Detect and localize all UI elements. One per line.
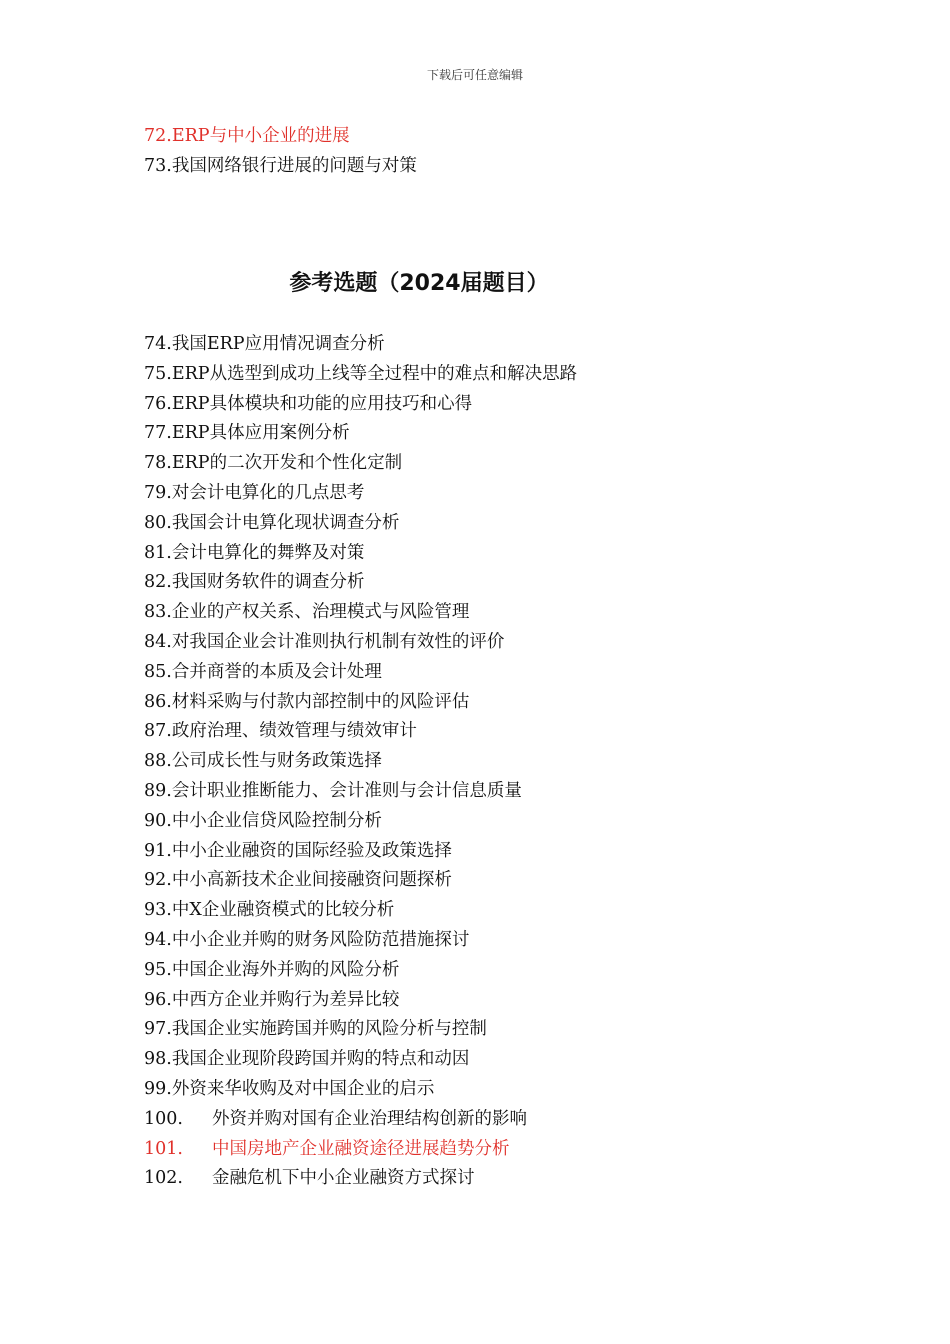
topic-title: 合并商誉的本质及会计处理	[171, 661, 382, 682]
topic-number: 78.	[144, 453, 172, 474]
topic-number: 99.	[144, 1078, 172, 1099]
topic-title: ERP从选型到成功上线等全过程中的难点和解决思路	[171, 363, 578, 384]
topic-list-top	[144, 122, 417, 182]
topic-item	[144, 956, 577, 986]
topic-list-main	[144, 330, 577, 1194]
topic-item	[144, 449, 577, 479]
topic-number: 87.	[144, 721, 172, 742]
topic-title: 中小高新技术企业间接融资问题探析	[171, 870, 452, 891]
topic-title: 企业的产权关系、治理模式与风险管理	[171, 602, 470, 623]
topic-number: 85.	[144, 661, 172, 682]
topic-title: 对我国企业会计准则执行机制有效性的评价	[171, 631, 505, 652]
topic-item	[144, 1015, 577, 1045]
topic-title: ERP与中小企业的进展	[171, 126, 350, 146]
topic-item	[144, 568, 577, 598]
section-title: 参考选题（2024届题目）	[289, 271, 549, 296]
topic-number: 82.	[144, 572, 172, 593]
topic-number: 81.	[144, 542, 172, 563]
topic-item	[144, 1075, 577, 1105]
topic-item	[144, 1045, 577, 1075]
topic-title: ERP具体应用案例分析	[171, 423, 350, 444]
topic-item	[144, 1135, 577, 1165]
topic-title: 公司成长性与财务政策选择	[171, 751, 382, 772]
topic-item	[144, 419, 577, 449]
topic-title: 中X企业融资模式的比较分析	[171, 900, 395, 921]
topic-title: 外资并购对国有企业治理结构创新的影响	[212, 1108, 527, 1129]
topic-number: 97.	[144, 1019, 172, 1040]
topic-item	[144, 1105, 577, 1135]
topic-number: 88.	[144, 751, 172, 772]
topic-title: ERP具体模块和功能的应用技巧和心得	[171, 393, 473, 414]
topic-item	[144, 926, 577, 956]
topic-number: 83.	[144, 602, 172, 623]
topic-number: 80.	[144, 512, 172, 533]
topic-item	[144, 330, 577, 360]
topic-number: 75.	[144, 363, 172, 384]
topic-title: 会计职业推断能力、会计准则与会计信息质量	[171, 780, 522, 801]
topic-item	[144, 509, 577, 539]
topic-title: 金融危机下中小企业融资方式探讨	[212, 1168, 475, 1189]
topic-item	[144, 360, 577, 390]
topic-item	[144, 479, 577, 509]
topic-title: 中小企业并购的财务风险防范措施探讨	[171, 929, 470, 950]
topic-item	[144, 807, 577, 837]
topic-item	[144, 747, 577, 777]
topic-number: 102.	[144, 1168, 183, 1189]
page-header: 下载后可任意编辑	[426, 68, 523, 82]
topic-item	[144, 866, 577, 896]
topic-number: 100.	[144, 1108, 183, 1129]
topic-title: 会计电算化的舞弊及对策	[171, 542, 365, 563]
topic-number: 98.	[144, 1049, 172, 1070]
topic-number: 84.	[144, 631, 172, 652]
topic-title: 中国房地产企业融资途径进展趋势分析	[212, 1138, 510, 1159]
topic-item	[144, 658, 577, 688]
topic-item	[144, 390, 577, 420]
topic-item	[144, 598, 577, 628]
topic-number: 77.	[144, 423, 172, 444]
topic-number: 79.	[144, 482, 172, 503]
topic-title: 中小企业融资的国际经验及政策选择	[171, 840, 452, 861]
topic-title: 我国企业现阶段跨国并购的特点和动因	[171, 1049, 470, 1070]
topic-item	[144, 986, 577, 1016]
topic-number: 91.	[144, 840, 172, 861]
topic-item	[144, 688, 577, 718]
topic-item	[144, 628, 577, 658]
topic-number: 93.	[144, 900, 172, 921]
topic-number: 95.	[144, 959, 172, 980]
topic-title: 中国企业海外并购的风险分析	[171, 959, 400, 980]
topic-number: 92.	[144, 870, 172, 891]
topic-title: 我国网络银行进展的问题与对策	[171, 155, 417, 176]
topic-title: 政府治理、绩效管理与绩效审计	[171, 721, 417, 742]
topic-title: 中小企业信贷风险控制分析	[171, 810, 382, 831]
topic-item	[144, 896, 577, 926]
topic-title: ERP的二次开发和个性化定制	[171, 453, 403, 474]
topic-title: 我国会计电算化现状调查分析	[171, 512, 400, 533]
topic-number: 94.	[144, 929, 172, 950]
topic-number: 73.	[144, 155, 172, 176]
topic-item	[144, 1164, 577, 1194]
topic-number: 90.	[144, 810, 172, 831]
topic-item	[144, 539, 577, 569]
topic-item	[144, 837, 577, 867]
topic-title: 材料采购与付款内部控制中的风险评估	[171, 691, 470, 712]
topic-number: 76.	[144, 393, 172, 414]
topic-item	[144, 122, 417, 152]
topic-number: 72.	[144, 126, 172, 146]
topic-title: 中西方企业并购行为差异比较	[171, 989, 400, 1010]
topic-title: 对会计电算化的几点思考	[171, 482, 365, 503]
topic-title: 我国企业实施跨国并购的风险分析与控制	[171, 1019, 487, 1040]
topic-item	[144, 777, 577, 807]
topic-number: 86.	[144, 691, 172, 712]
topic-number: 89.	[144, 780, 172, 801]
topic-number: 74.	[144, 334, 172, 354]
topic-title: 外资来华收购及对中国企业的启示	[171, 1078, 435, 1099]
topic-title: 我国财务软件的调查分析	[171, 572, 365, 593]
topic-title: 我国ERP应用情况调查分析	[171, 334, 385, 354]
topic-item	[144, 717, 577, 747]
topic-number: 101.	[144, 1138, 183, 1159]
topic-number: 96.	[144, 989, 172, 1010]
topic-item	[144, 152, 417, 182]
